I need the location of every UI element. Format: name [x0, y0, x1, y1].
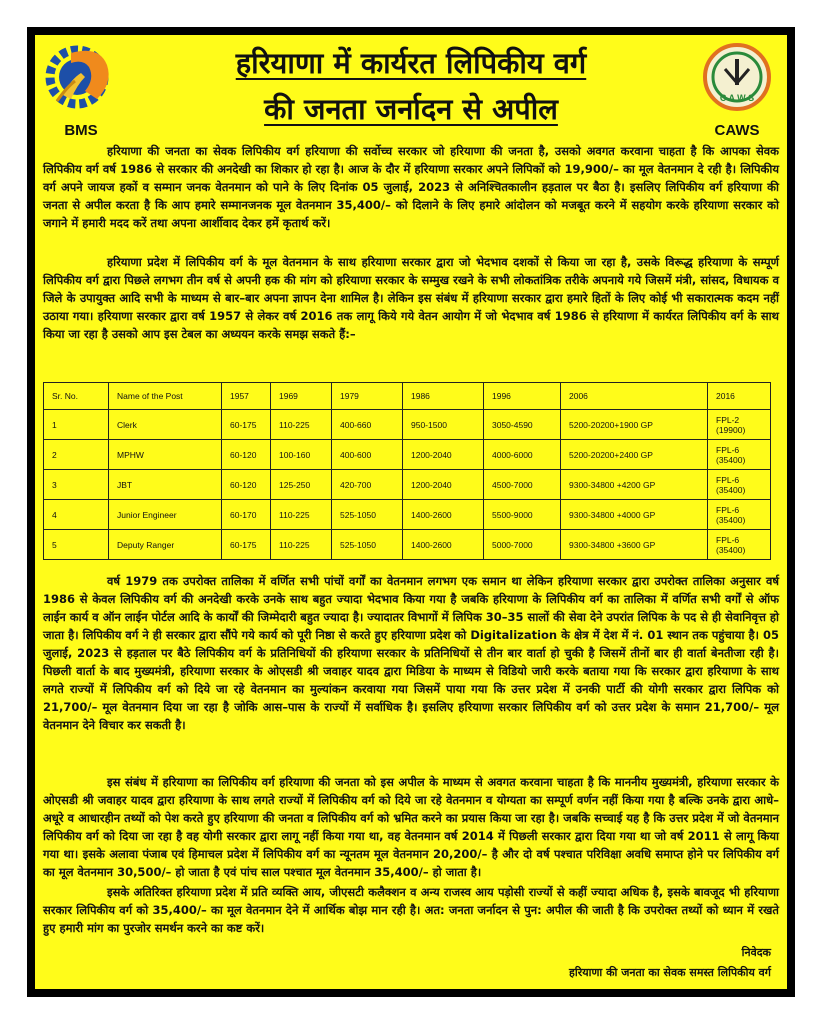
paragraph-2: हरियाणा प्रदेश में लिपिकीय वर्ग के मूल वेतनमान के साथ हरियाणा सरकार द्वारा जो भेदभाव दशकों से किया जा रहा है, उसके विरूद्ध हरियाणा के सम्पूर्ण लिपिकीय वर्ग द्वारा पिछले लगभग तीन वर्ष से अपनी हक की मांग को हरियाणा सरकार के सम्मुख रखने के सभी लोकतांत्रिक तरीके अपनाये गये जिसमें मंत्री, सांसद, विधायक व जिले के उपायुक्त आदि सभी के माध्यम से बार–बार अपना ज्ञापन देना शामिल है। लेकिन इस संबंध में हरियाणा सरकार द्वारा हमारे हितों के लिए कोई भी सकारात्मक कदम नहीं उठाया गया। हरियाणा सरकार द्वारा वर्ष 1957 से लेकर वर्ष 2016 तक लागू किये गये वेतन आयोग में जो भेदभाव वर्ष 1986 से हरियाणा में कार्यरत लिपिकीय वर्ग के साथ किया जा रहा है उसको आप इस टेबल का अध्ययन करके समझ सकते हैं:– — [43, 255, 779, 341]
table-row — [44, 410, 771, 440]
table-cell: 950-1500 — [403, 410, 484, 440]
paragraph-1: हरियाणा की जनता का सेवक लिपिकीय वर्ग हरियाणा की सर्वोच्च सरकार जो हरियाणा की जनता है, उसको अवगत करवाना चाहता है कि आपका सेवक लिपिकीय वर्ग वर्ष 1986 से सरकार की अनदेखी का शिकार हो रहा है। आज के दौर में हरियाणा सरकार अपने लिपिकों को 19,900/– का मूल वेतनमान दे रही है। लिपिकीय वर्ग अपने जायज हकों व सम्मान जनक वेतनमान को पाने के लिए दिनांक 05 जुलाई, 2023 से अनिश्चितकालीन हड़ताल पर बैठा है। इसलिए लिपिकीय वर्ग हरियाणा की जनता से अपील करता है कि आप हमारे सम्मानजनक मूल वेतनमान 35,400/– को दिलाने के लिए हमारे आंदोलन को मजबूत करने में सहयोग करके हरियाणा सरकार को जगाने में हमारी मदद करें तथा अपना आर्शीवाद देकर हमें कृतार्थ करें। — [43, 144, 779, 230]
table-cell: 9300-34800 +3600 GP — [561, 530, 708, 560]
table-cell: 4000-6000 — [484, 440, 561, 470]
table-cell: 3 — [44, 470, 109, 500]
table-cell: Deputy Ranger — [109, 530, 222, 560]
poster-body — [35, 35, 787, 989]
table-cell: 1200-2040 — [403, 470, 484, 500]
table-cell: 125-250 — [271, 470, 332, 500]
page-title-line-2: की जनता जर्नादन से अपील — [264, 92, 558, 126]
poster-frame — [27, 27, 795, 997]
table-cell: 5200-20200+1900 GP — [561, 410, 708, 440]
page-title-line-1: हरियाणा में कार्यरत लिपिकीय वर्ग — [235, 46, 587, 80]
table-cell: 1400-2600 — [403, 530, 484, 560]
signature-label: निवेदक — [741, 946, 771, 959]
table-cell: 60-170 — [222, 500, 271, 530]
table-cell: 1200-2040 — [403, 440, 484, 470]
table-header: 1979 — [332, 383, 403, 410]
paragraph-3: वर्ष 1979 तक उपरोक्त तालिका में वर्णित सभी पांचों वर्गों का वेतनमान लगभग एक समान था लेकिन हरियाणा सरकार द्वारा उपरोक्त तालिका अनुसार वर्ष 1986 से केवल लिपिकीय वर्ग की अनदेखी करके उनके साथ बहुत ज्यादा भेदभाव किया गया है जबकि हरियाणा के लिपिकीय वर्ग का तालिका में वर्णित सभी वर्गों से ऑफ लाईन कार्य व ऑन लाईन पोर्टल आदि के कार्यों की जिम्मेदारी बहुत ज्यादा है। ज्यादातर विभागों में लिपिक 30–35 सालों की सेवा देने उपरांत लिपिक के पद से ही सेवानिवृत्त हो जाता है। लिपिकीय वर्ग ने ही सरकार द्वारा सौंपे गये कार्य को पूरी निष्ठा से करते हुए हरियाणा प्रदेश को Digitalization के क्षेत्र में देश में नं. 01 स्थान तक पहुंचाया है। 05 जुलाई, 2023 से हड़ताल पर बैठे लिपिकीय वर्ग के प्रतिनिधियों की हरियाणा सरकार के प्रतिनिधियों से तीन बार वार्ता हो चुकी है जिसमें तीनों बार ही वार्ता बेनतीजा रही है। पिछली वार्ता के बाद मुख्यमंत्री, हरियाणा सरकार के ओएसडी श्री जवाहर यादव द्वारा मिडिया के माध्यम से विडियो जारी करके बताया गया कि सरकार द्वारा हरियाणा के साथ लगते राज्यों में लिपिकीय वर्ग को दिये जा रहे वेतनमान का मुल्यांकन करवाया गया जिसमें पाया गया कि उत्तर प्रदेश में उनकी पार्टी की योगी सरकार द्वारा लिपिक को 21,700/– मूल वेतनमान दिया जा रहा है जोकि आस–पास के राज्यों में सर्वाधिक है। इसलिए हरियाणा सरकार लिपिकीय वर्ग को उत्तर प्रदेश के समान 21,700/– मूल वेतनमान देने विचार कर सकती है। — [43, 574, 780, 732]
table-cell: 5500-9000 — [484, 500, 561, 530]
table-cell: JBT — [109, 470, 222, 500]
table-cell: 110-225 — [271, 500, 332, 530]
table-header-row — [44, 383, 771, 410]
bms-emblem-icon — [41, 39, 121, 117]
table-cell: FPL-6 (35400) — [708, 530, 771, 560]
table-cell: 1400-2600 — [403, 500, 484, 530]
caws-emblem-icon — [697, 39, 777, 117]
table-cell: 9300-34800 +4200 GP — [561, 470, 708, 500]
table-cell: 110-225 — [271, 410, 332, 440]
table-cell: 2 — [44, 440, 109, 470]
table-header: 1996 — [484, 383, 561, 410]
table-header: 1969 — [271, 383, 332, 410]
table-cell: 4 — [44, 500, 109, 530]
table-cell: 110-225 — [271, 530, 332, 560]
table-cell: 9300-34800 +4000 GP — [561, 500, 708, 530]
table-cell: FPL-6 (35400) — [708, 440, 771, 470]
bms-logo — [41, 39, 121, 139]
table-cell: 525-1050 — [332, 500, 403, 530]
svg-text:C A W S: C A W S — [719, 93, 755, 103]
table-row — [44, 500, 771, 530]
caws-logo — [697, 39, 777, 139]
paragraph-4: इस संबंध में हरियाणा का लिपिकीय वर्ग हरियाणा की जनता को इस अपील के माध्यम से अवगत करवाना चाहता है कि माननीय मुख्यमंत्री, हरियाणा सरकार के ओएसडी श्री जवाहर यादव द्वारा हरियाणा के साथ लगते राज्यों में लिपिकीय वर्ग को दिये जा रहे वेतनमान व योग्यता का सम्पूर्ण वर्णन नहीं किया गया है बल्कि उनके द्वारा आधे–अधूरे व आधारहीन तथ्यों को पेश करते हुए हरियाणा की जनता व लिपिकीय वर्ग को भ्रमित करने का प्रयास किया जा रहा है। जबकि सच्चाई यह है कि उत्तर प्रदेश में जो वेतनमान लिपिकीय वर्ग को दिया जा रहा है वह योगी सरकार द्वारा लागू नहीं किया गया था, वह वेतनमान वर्ष 2014 में पिछली सरकार द्वारा दिया गया था जो वर्ष 2011 से लागू किया गया था। इसके अलावा पंजाब एवं हिमाचल प्रदेश में लिपिकीय वर्ग का न्यूनतम मूल वेतनमान 20,200/– है और दो वर्ष पश्चात परिविक्षा अवधि समाप्त होने पर लिपिकीय वर्ग का मूल वेतनमान 30,500/– हो जाता है एवं पांच साल पश्चात मूल वेतनमान 35,400/– हो जाता है। — [43, 775, 779, 879]
table-cell: 525-1050 — [332, 530, 403, 560]
table-cell: 3050-4590 — [484, 410, 561, 440]
table-cell: FPL-6 (35400) — [708, 500, 771, 530]
table-cell: FPL-6 (35400) — [708, 470, 771, 500]
table-cell: Clerk — [109, 410, 222, 440]
table-cell: 400-600 — [332, 440, 403, 470]
paragraph-5: इसके अतिरिक्त हरियाणा प्रदेश में प्रति व्यक्ति आय, जीएसटी कलैक्शन व अन्य राजस्व आय पड़ोसी राज्यों से कहीं ज्यादा अधिक है, इसके बावजूद भी हरियाणा सरकार लिपिकीय वर्ग को 35,400/– का मूल वेतनमान देने में आर्थिक बोझ मान रही है। अत: जनता जर्नादन से पुन: अपील की जाती है कि उपरोक्त तथ्यों को ध्यान में रखते हुए हमारी मांग का पुरजोर समर्थन करने का कष्ट करें। — [43, 885, 779, 935]
table-header: 2016 — [708, 383, 771, 410]
table-header: 1957 — [222, 383, 271, 410]
table-cell: 4500-7000 — [484, 470, 561, 500]
table-cell: FPL-2 (19900) — [708, 410, 771, 440]
bms-label: BMS — [64, 122, 98, 139]
table-cell: 5200-20200+2400 GP — [561, 440, 708, 470]
table-cell: MPHW — [109, 440, 222, 470]
table-header: 2006 — [561, 383, 708, 410]
table-row — [44, 470, 771, 500]
table-cell: 400-660 — [332, 410, 403, 440]
caws-label: CAWS — [714, 122, 760, 139]
table-row — [44, 440, 771, 470]
table-cell: 1 — [44, 410, 109, 440]
table-cell: 60-175 — [222, 410, 271, 440]
table-header: Sr. No. — [44, 383, 109, 410]
pay-scale-table — [43, 382, 771, 560]
table-cell: 5 — [44, 530, 109, 560]
table-cell: Junior Engineer — [109, 500, 222, 530]
table-row — [44, 530, 771, 560]
table-cell: 60-120 — [222, 470, 271, 500]
table-cell: 5000-7000 — [484, 530, 561, 560]
signature-name: हरियाणा की जनता का सेवक समस्त लिपिकीय वर्ग — [569, 966, 771, 979]
table-cell: 420-700 — [332, 470, 403, 500]
table-header: 1986 — [403, 383, 484, 410]
table-header: Name of the Post — [109, 383, 222, 410]
table-cell: 100-160 — [271, 440, 332, 470]
table-cell: 60-120 — [222, 440, 271, 470]
table-cell: 60-175 — [222, 530, 271, 560]
